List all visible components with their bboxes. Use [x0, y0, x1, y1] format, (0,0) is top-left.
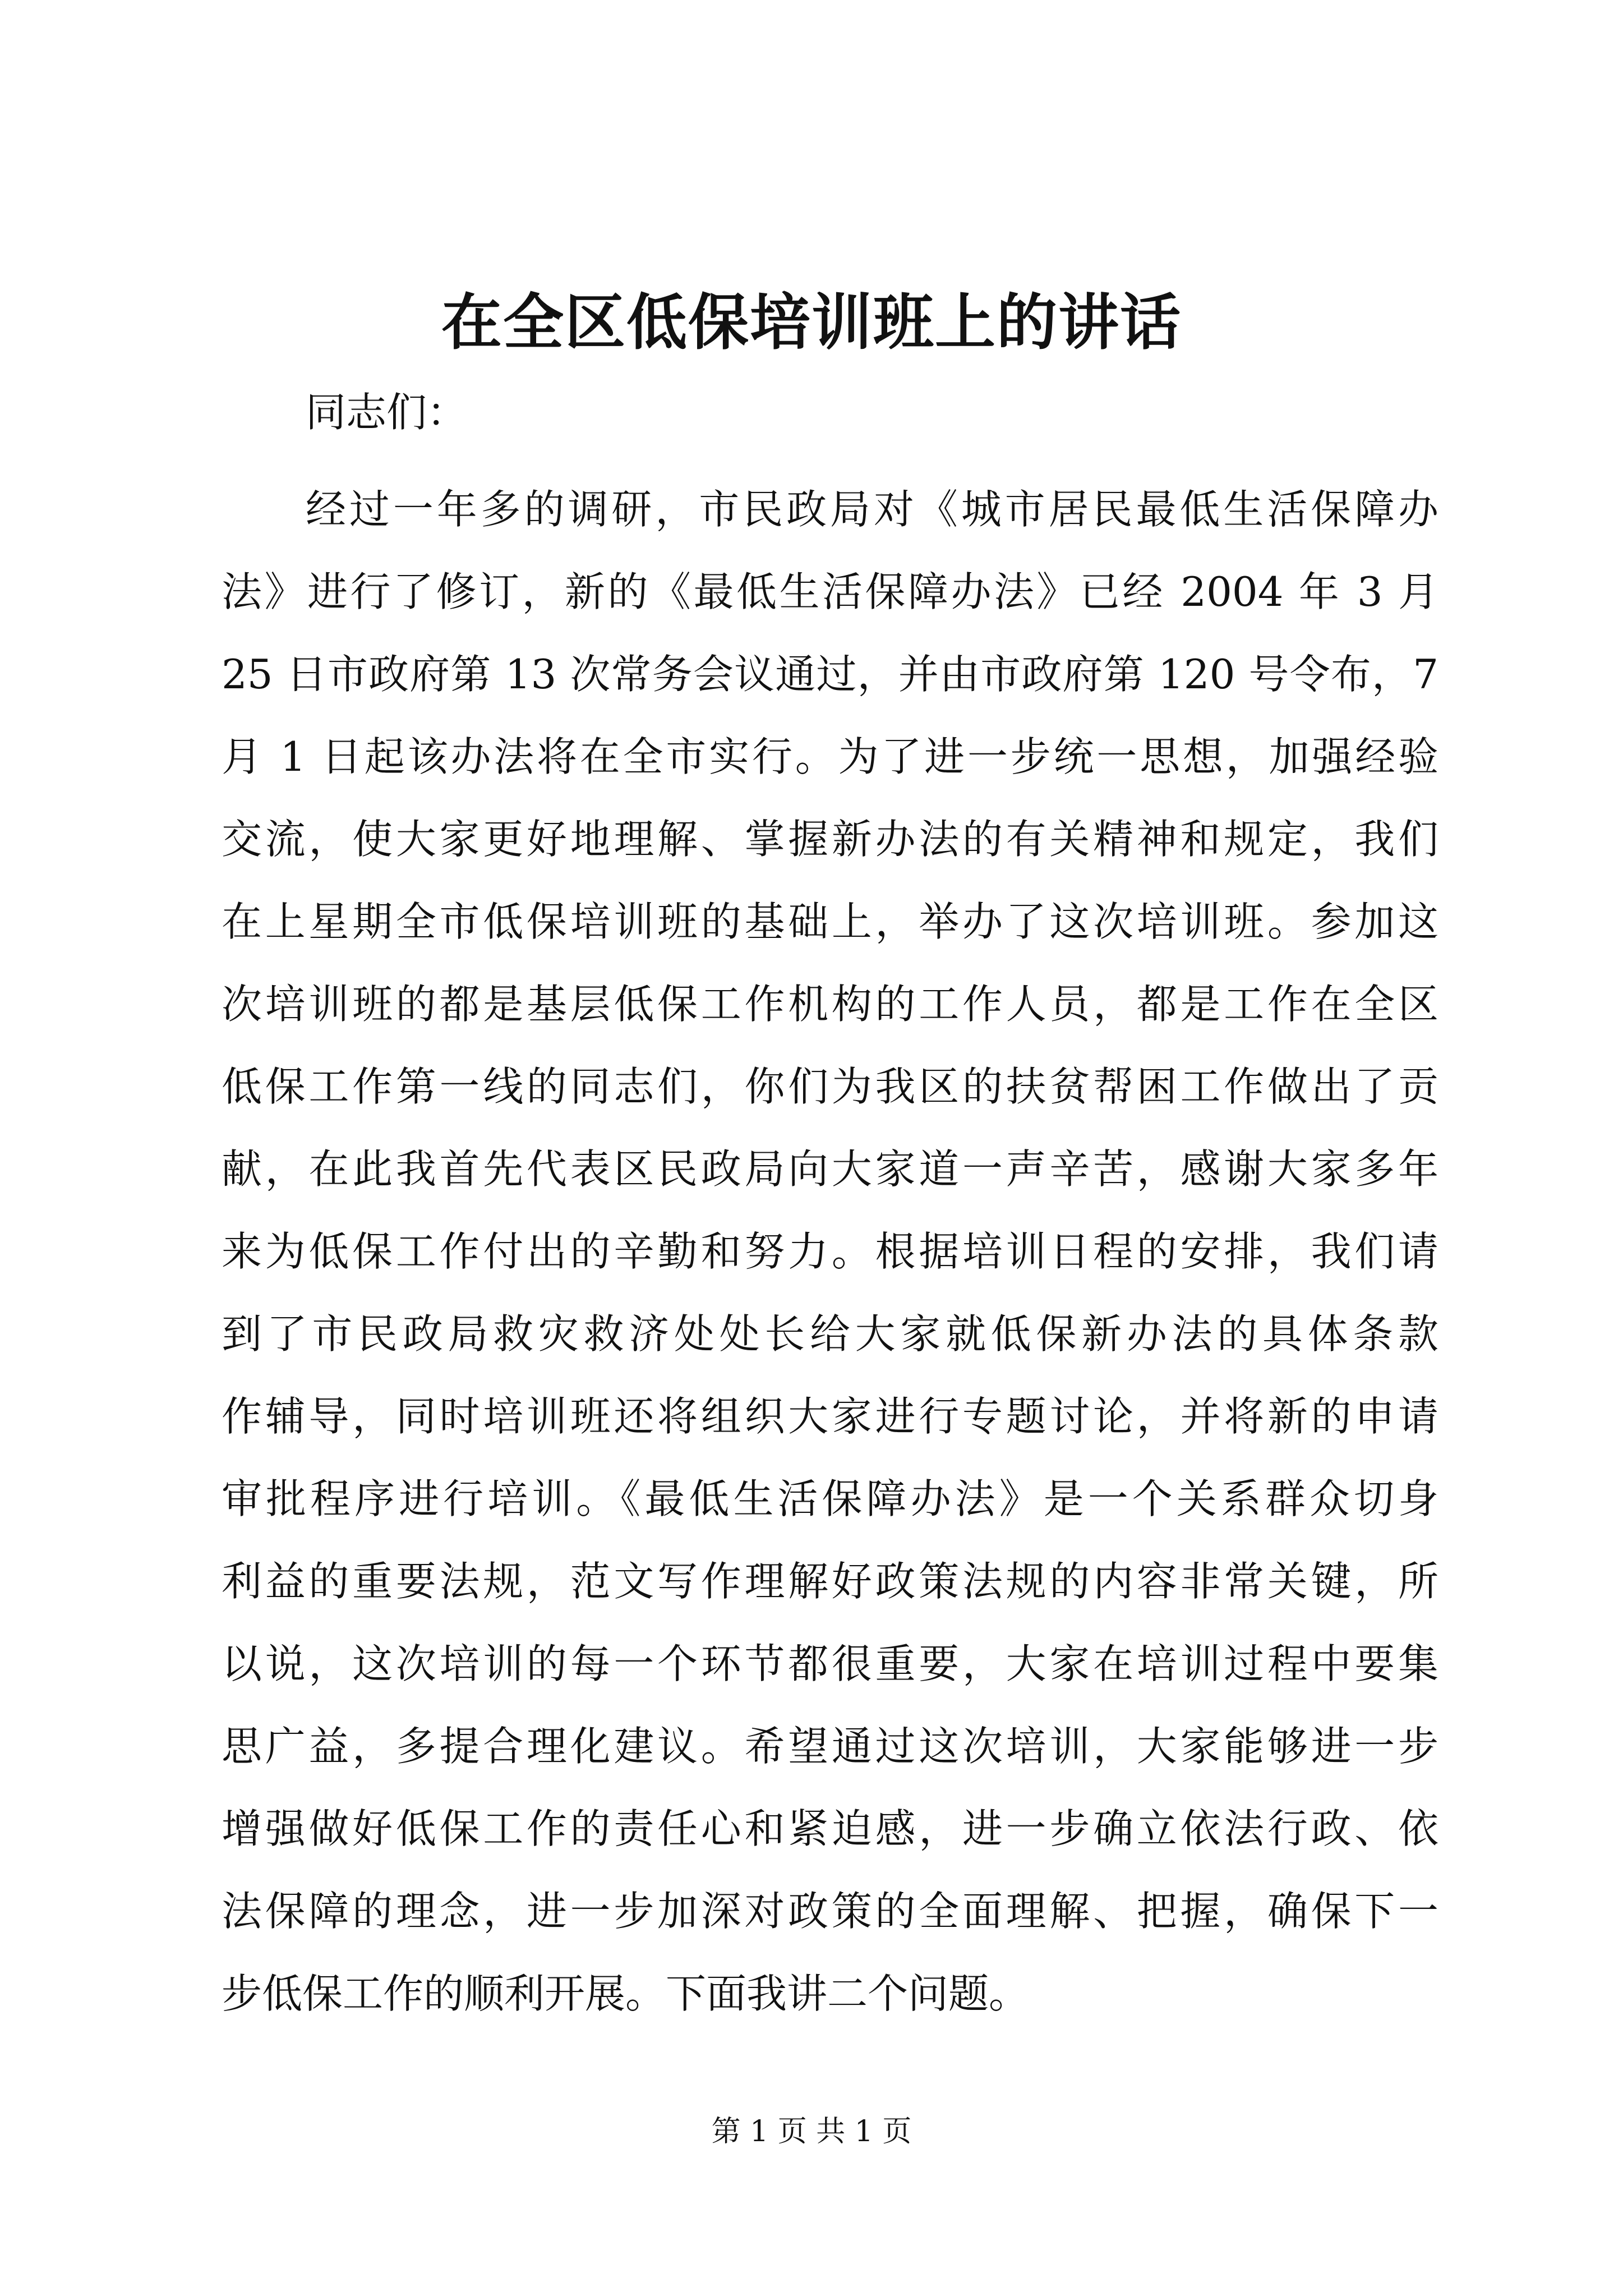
body-line: 到了市民政局救灾救济处处长给大家就低保新办法的具体条款 — [222, 1310, 1438, 1358]
greeting: 同志们： — [306, 389, 468, 436]
body-line: 在上星期全市低保培训班的基础上，举办了这次培训班。参加这 — [222, 898, 1438, 945]
body-line: 步低保工作的顺利开展。下面我讲二个问题。 — [222, 1970, 1030, 2017]
body-line: 献，在此我首先代表区民政局向大家道一声辛苦，感谢大家多年 — [222, 1145, 1438, 1193]
body-paragraph — [222, 468, 1438, 2035]
document-title: 在全区低保培训班上的讲话 — [441, 287, 1182, 358]
body-line: 25 日市政府第 13 次常务会议通过，并由市政府第 120 号令布，7 — [222, 651, 1438, 698]
body-line: 以说，这次培训的每一个环节都很重要，大家在培训过程中要集 — [222, 1640, 1438, 1687]
body-line: 法》进行了修订，新的《最低生活保障办法》已经 2004 年 3 月 — [222, 568, 1438, 615]
body-line: 低保工作第一线的同志们，你们为我区的扶贫帮困工作做出了贡 — [222, 1063, 1438, 1110]
body-line: 利益的重要法规，范文写作理解好政策法规的内容非常关键，所 — [222, 1558, 1438, 1605]
body-line: 审批程序进行培训。《最低生活保障办法》是一个关系群众切身 — [222, 1475, 1438, 1522]
page-footer: 第 1 页 共 1 页 — [711, 2115, 912, 2148]
body-line: 法保障的理念，进一步加深对政策的全面理解、把握，确保下一 — [222, 1888, 1438, 1935]
body-line: 作辅导，同时培训班还将组织大家进行专题讨论，并将新的申请 — [222, 1393, 1438, 1440]
body-line: 思广益，多提合理化建议。希望通过这次培训，大家能够进一步 — [222, 1723, 1438, 1770]
body-line: 经过一年多的调研，市民政局对《城市居民最低生活保障办 — [306, 486, 1438, 533]
body-line: 次培训班的都是基层低保工作机构的工作人员，都是工作在全区 — [222, 981, 1438, 1028]
body-line: 月 1 日起该办法将在全市实行。为了进一步统一思想，加强经验 — [222, 733, 1438, 780]
body-line: 交流，使大家更好地理解、掌握新办法的有关精神和规定，我们 — [222, 816, 1438, 863]
body-line: 来为低保工作付出的辛勤和努力。根据培训日程的安排，我们请 — [222, 1228, 1438, 1275]
body-line: 增强做好低保工作的责任心和紧迫感，进一步确立依法行政、依 — [222, 1805, 1438, 1852]
